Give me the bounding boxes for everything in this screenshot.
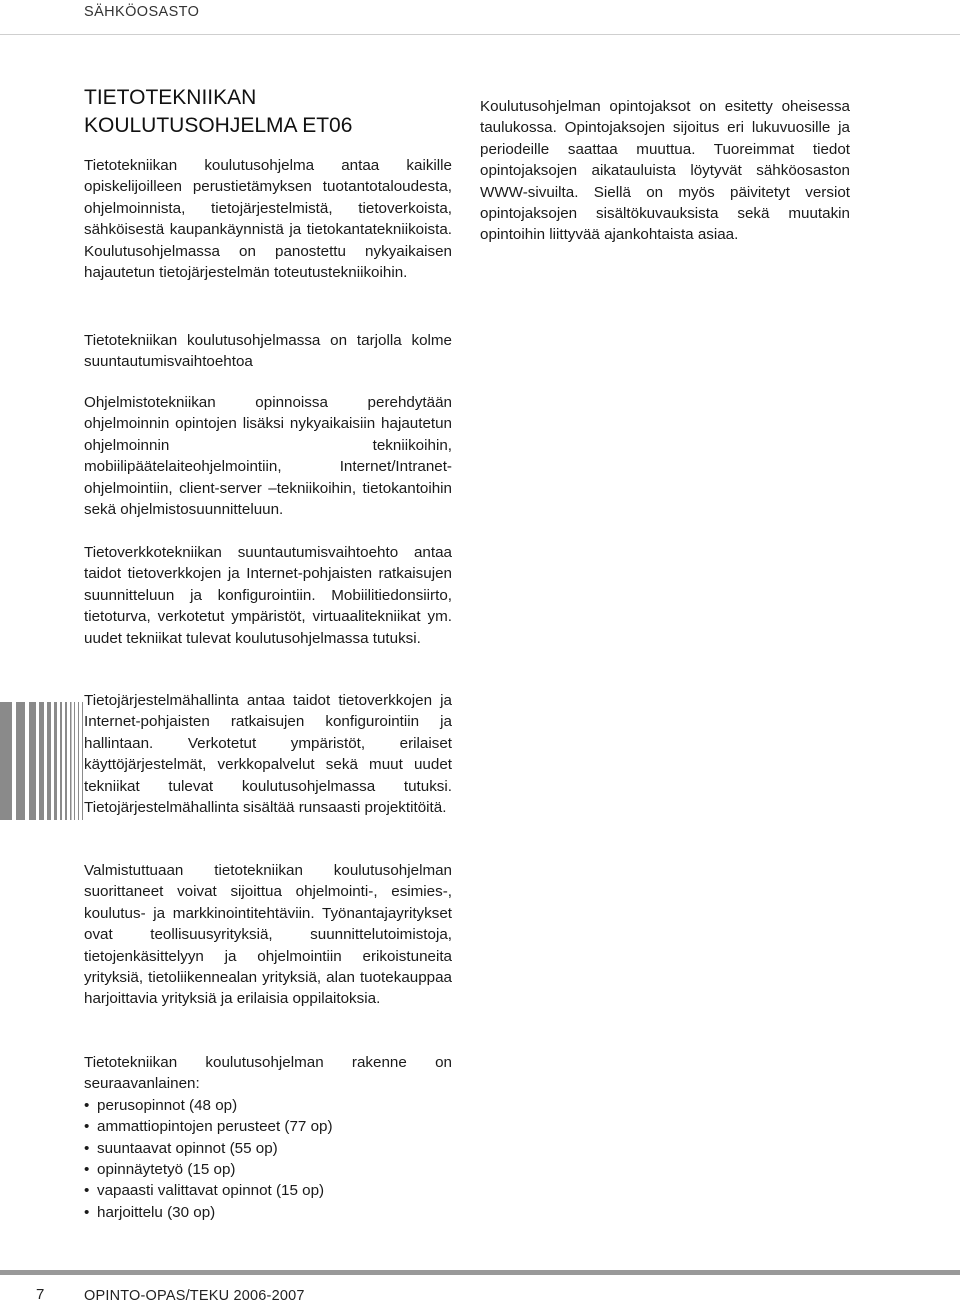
- barcode-decoration: [0, 702, 90, 820]
- footer-rule: [0, 1270, 960, 1275]
- list-item: • perusopinnot (48 op): [84, 1095, 452, 1116]
- network-engineering-paragraph: Tietoverkkotekniikan suuntautumisvaihtoehto antaa taidot tietoverkkojen ja Internet-pohjaisten ratkaisujen suunnitteluun ja konfigurointiin. Mobiilitiedonsiirto, tietoturva, verkotetut ympäristöt, virtuaalitekniikat ym. uudet tekniikat tulevat koulutusohjelmassa tutuksi.: [84, 544, 452, 647]
- intro-paragraph: Tietotekniikan koulutusohjelma antaa kaikille opiskelijoilleen perustietämyksen tuotantotaloudesta, ohjelmoinnista, tietojärjestelmistä, tietoverkoista, sähköisestä kaupankäynnistä ja tietokantatekniikoista. Koulutusohjelmassa on panostettu nykyaikaisen hajautetun tietojärjestelmän toteutustekniikoihin.: [84, 157, 452, 282]
- page-title: [84, 84, 464, 140]
- footer-title: OPINTO-OPAS/TEKU 2006-2007: [84, 1288, 305, 1304]
- career-paragraph: Valmistuttuaan tietotekniikan koulutusohjelman suorittaneet voivat sijoittua ohjelmointi-, esimies-, koulutus- ja markkinointitehtäviin. Työnantajayritykset ovat teollisuusyrityksiä, suunnittelutoimistoja, tietojenkäsittelyyn ja ohjelmointiin erikoistuneita yrityksiä, tietoliikennealan yrityksiä, alan tuotekauppaa harjoittavia yrityksiä ja erilaisia oppilaitoksia.: [84, 862, 452, 1008]
- course-table-paragraph: Koulutusohjelman opintojaksot on esitetty oheisessa taulukossa. Opintojaksojen sijoitus eri lukuvuosille ja periodeille saattaa muuttua. Tuoreimmat tiedot opintojaksojen aikatauluista löytyvät sähköosaston WWW-sivuilta. Siellä on myös päivitetyt versiot opintojaksojen sisältökuvauksista sekä muutakin opintoihin liittyvää ajankohtaista asiaa.: [480, 98, 850, 244]
- title-line-2: KOULUTUSOHJELMA ET06: [84, 114, 353, 137]
- list-item: • opinnäytetyö (15 op): [84, 1159, 452, 1180]
- list-item: • suuntaavat opinnot (55 op): [84, 1138, 452, 1159]
- list-item: • harjoittelu (30 op): [84, 1202, 452, 1223]
- list-item: • ammattiopintojen perusteet (77 op): [84, 1116, 452, 1137]
- page-number: 7: [36, 1286, 45, 1303]
- structure-list: [84, 1095, 452, 1223]
- list-item: • vapaasti valittavat opinnot (15 op): [84, 1180, 452, 1201]
- systems-management-paragraph: Tietojärjestelmähallinta antaa taidot tietoverkkojen ja Internet-pohjaisten ratkaisujen konfigurointiin ja hallintaan. Verkotetut ympäristöt, erilaiset käyttöjärjestelmät, verkkopalvelut sekä muut uudet tekniikat tulevat koulutusohjelmassa tutuksi. Tietojärjestelmähallinta sisältää runsaasti projektitöitä.: [84, 692, 452, 817]
- structure-section: [84, 1052, 452, 1223]
- title-line-1: TIETOTEKNIIKAN: [84, 86, 257, 109]
- structure-intro: Tietotekniikan koulutusohjelman rakenne on seuraavanlainen:: [84, 1054, 452, 1093]
- section-name: SÄHKÖOSASTO: [84, 4, 200, 20]
- software-engineering-paragraph: Ohjelmistotekniikan opinnoissa perehdytään ohjelmoinnin opintojen lisäksi nykyaikaisiin hajautetun ohjelmoinnin tekniikoihin, mobiilipäätelaiteohjelmointiin, Internet/Intranet-ohjelmointiin, client-server –tekniikoihin, tietokantoihin sekä ohjelmistosuunnitteluun.: [84, 394, 452, 519]
- page-header: [0, 0, 960, 35]
- orientation-intro-paragraph: Tietotekniikan koulutusohjelmassa on tarjolla kolme suuntautumisvaihtoehtoa: [84, 332, 452, 371]
